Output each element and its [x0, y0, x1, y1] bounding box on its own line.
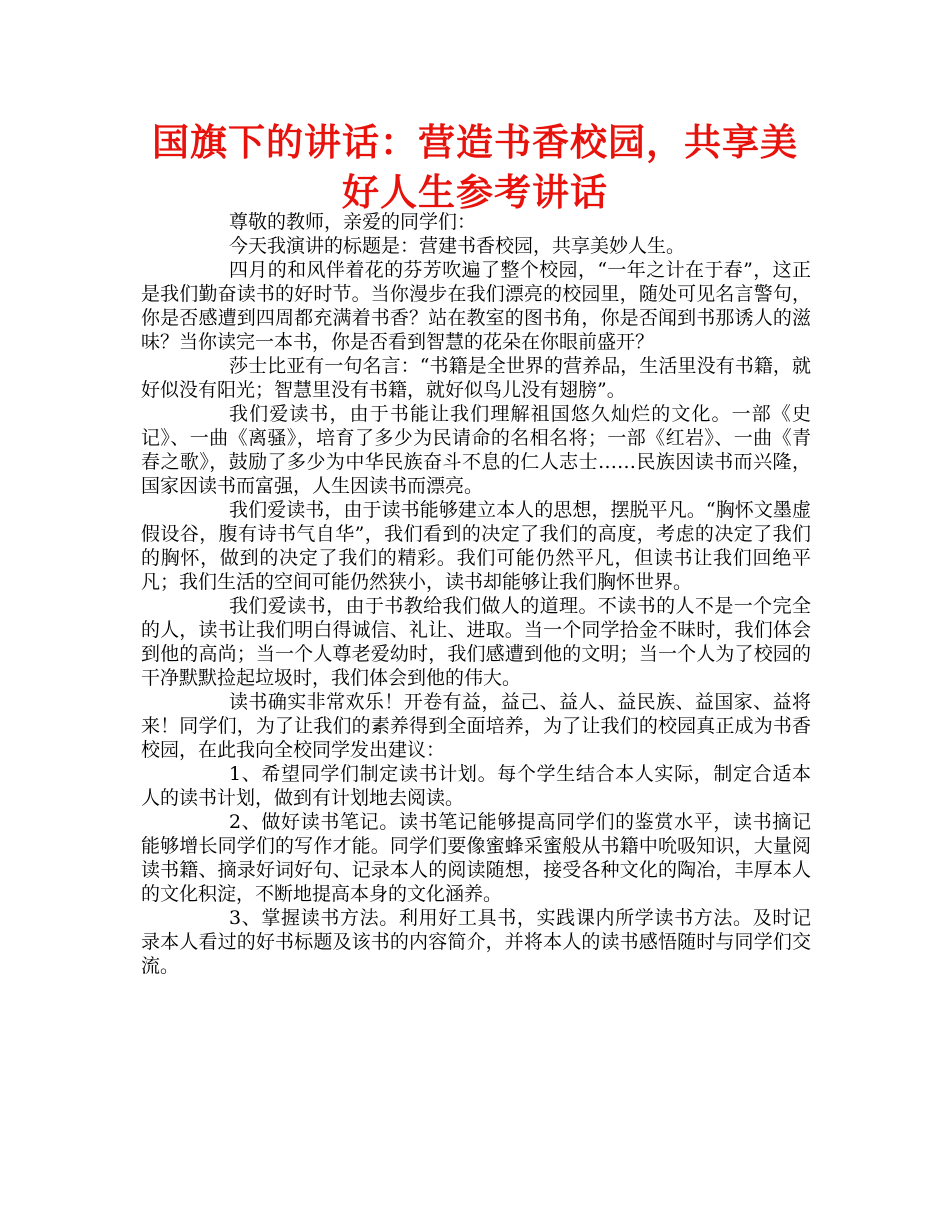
paragraph: 四月的和风伴着花的芬芳吹遍了整个校园，“一年之计在于春”，这正是我们勤奋读书的好时节。当你漫步在我们漂亮的校园里，随处可见名言警句，你是否感遭到四周都充满着书香？站在教室的图书角，你是否闻到书那诱人的滋味？当你读完一本书，你是否看到智慧的花朵在你眼前盛开？ [141, 259, 811, 353]
proposal-item: 1、希望同学们制定读书计划。每个学生结合本人实际，制定合适本人的读书计划，做到有计划地去阅读。 [141, 763, 811, 809]
proposal-item: 3、掌握读书方法。利用好工具书，实践课内所学读书方法。及时记录本人看过的好书标题及该书的内容简介，并将本人的读书感悟随时与同学们交流。 [141, 907, 811, 977]
paragraph: 莎士比亚有一句名言：“书籍是全世界的营养品，生活里没有书籍，就好似没有阳光；智慧里没有书籍，就好似鸟儿没有翅膀”。 [141, 355, 811, 401]
document-body [141, 210, 811, 978]
document-title: 国旗下的讲话：营造书香校园，共享美好人生参考讲话 [152, 121, 798, 214]
salutation: 尊敬的教师，亲爱的同学们： [229, 211, 477, 233]
paragraph: 我们爱读书，由于书教给我们做人的道理。不读书的人不是一个完全的人，读书让我们明白得诚信、礼让、进取。当一个同学拾金不昧时，我们体会到他的高尚；当一个人尊老爱幼时，我们感遭到他的文明；当一个人为了校园的干净默默捡起垃圾时，我们体会到他的伟大。 [141, 595, 811, 689]
speech-topic: 今天我演讲的标题是：营建书香校园，共享美妙人生。 [229, 235, 686, 257]
paragraph: 我们爱读书，由于读书能够建立本人的思想，摆脱平凡。“胸怀文墨虚假设谷，腹有诗书气自华”，我们看到的决定了我们的高度，考虑的决定了我们的胸怀，做到的决定了我们的精彩。我们可能仍然平凡，但读书让我们回绝平凡；我们生活的空间可能仍然狭小，读书却能够让我们胸怀世界。 [141, 499, 811, 593]
paragraph: 读书确实非常欢乐！开卷有益，益己、益人、益民族、益国家、益将来！同学们，为了让我们的素养得到全面培养，为了让我们的校园真正成为书香校园，在此我向全校同学发出建议： [141, 691, 811, 761]
paragraph: 我们爱读书，由于书能让我们理解祖国悠久灿烂的文化。一部《史记》、一曲《离骚》，培育了多少为民请命的名相名将；一部《红岩》、一曲《青春之歌》，鼓励了多少为中华民族奋斗不息的仁人志士……民族因读书而兴隆，国家因读书而富强，人生因读书而漂亮。 [141, 403, 811, 497]
proposal-item: 2、做好读书笔记。读书笔记能够提高同学们的鉴赏水平，读书摘记能够增长同学们的写作才能。同学们要像蜜蜂采蜜般从书籍中吮吸知识，大量阅读书籍、摘录好词好句、记录本人的阅读随想，接受各种文化的陶冶，丰厚本人的文化积淀，不断地提高本身的文化涵养。 [141, 811, 811, 905]
